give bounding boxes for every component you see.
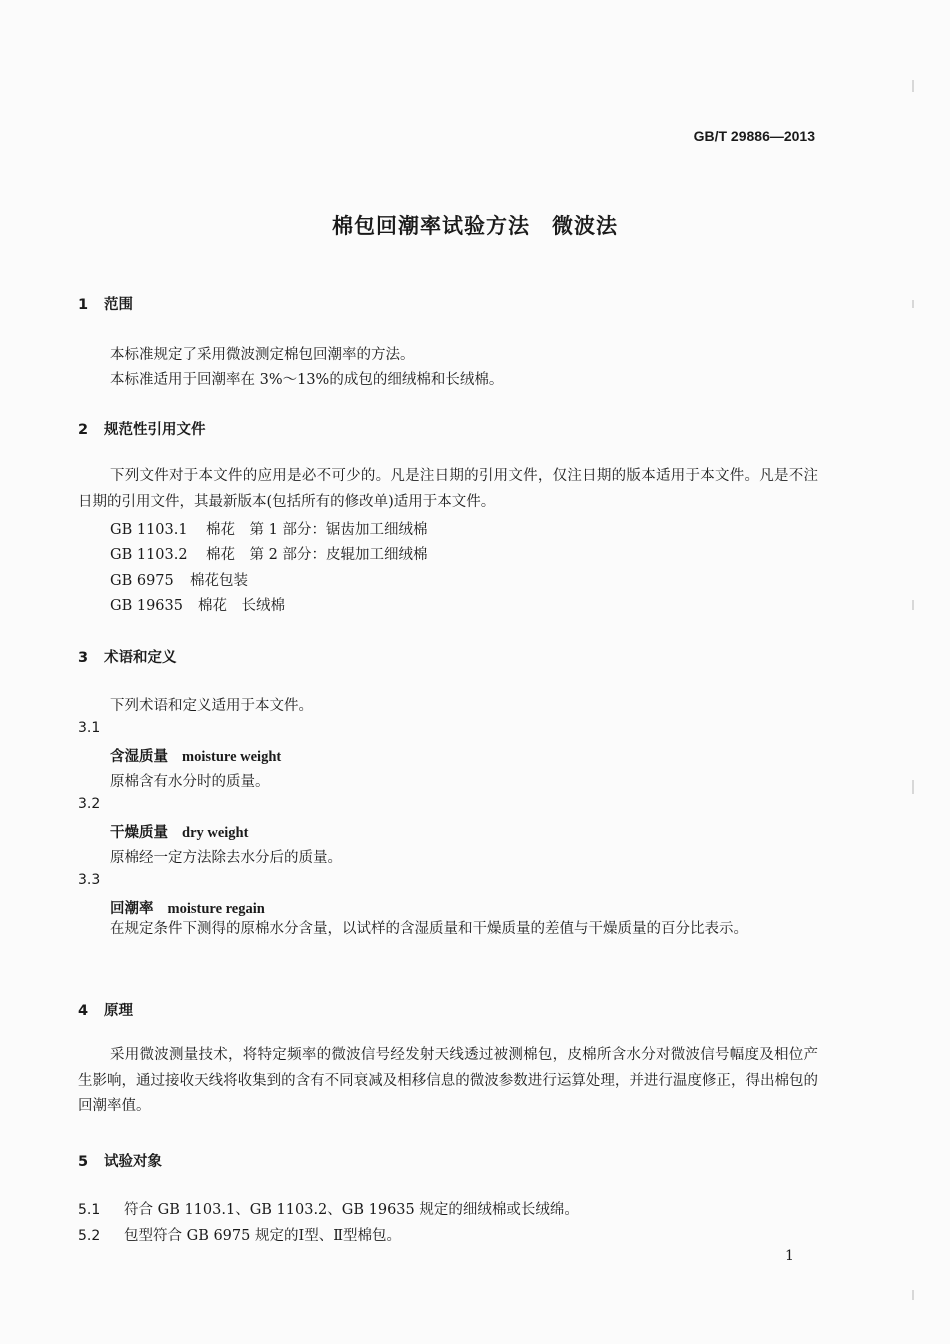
term-name (110, 897, 265, 918)
item-number: 5.2 (78, 1228, 101, 1244)
term-number: 3.2 (78, 796, 101, 812)
reference-code: GB 1103.2 (110, 547, 188, 563)
term-number: 3.1 (78, 720, 101, 736)
term-number: 3.3 (78, 872, 101, 888)
item-number: 5.1 (78, 1202, 101, 1218)
term-en: moisture regain (167, 901, 265, 917)
reference-item (110, 569, 248, 590)
term-definition: 原棉经一定方法除去水分后的质量。 (110, 850, 342, 866)
section-4-heading (78, 999, 133, 1020)
section-number: 4 (78, 1003, 89, 1019)
section-number: 5 (78, 1154, 89, 1170)
term-name (110, 821, 248, 842)
section-number: 2 (78, 422, 89, 438)
reference-item (110, 594, 285, 615)
term-name (110, 745, 281, 766)
reference-code: GB 1103.1 (110, 522, 188, 538)
reference-item (110, 518, 427, 539)
scan-mark (912, 1290, 914, 1300)
section-2-heading (78, 418, 206, 439)
paragraph: 采用微波测量技术，将特定频率的微波信号经发射天线透过被测棉包，皮棉所含水分对微波信号幅度及相位产生影响，通过接收天线将收集到的含有不同衰减及相移信息的微波参数进行运算处理，并进行温度修正，得出棉包的回潮率值。 (78, 1047, 818, 1114)
section-title: 规范性引用文件 (104, 422, 206, 438)
term-definition: 原棉含有水分时的质量。 (110, 774, 270, 790)
reference-code: GB 19635 (110, 598, 183, 614)
section-number: 3 (78, 650, 89, 666)
reference-title: 棉花 长绒棉 (198, 598, 285, 614)
reference-code: GB 6975 (110, 573, 174, 589)
paragraph: 下列术语和定义适用于本文件。 (110, 698, 313, 714)
item-text: 包型符合 GB 6975 规定的Ⅰ型、Ⅱ型棉包。 (124, 1228, 402, 1244)
reference-title: 棉花 第 2 部分：皮辊加工细绒棉 (206, 547, 428, 563)
paragraph: 下列文件对于本文件的应用是必不可少的。凡是注日期的引用文件，仅注日期的版本适用于本文件。凡是不注日期的引用文件，其最新版本(包括所有的修改单)适用于本文件。 (78, 468, 818, 510)
term-zh: 含湿质量 (110, 749, 168, 765)
reference-title: 棉花 第 1 部分：锯齿加工细绒棉 (206, 522, 428, 538)
standard-number: GB/T 29886—2013 (693, 128, 815, 144)
paragraph: 本标准规定了采用微波测定棉包回潮率的方法。 (110, 347, 415, 363)
paragraph: 本标准适用于回潮率在 3%～13%的成包的细绒棉和长绒棉。 (110, 372, 504, 388)
term-zh: 回潮率 (110, 901, 154, 917)
section-title: 术语和定义 (104, 650, 177, 666)
scan-mark (912, 600, 914, 610)
term-en: dry weight (182, 825, 249, 841)
term-definition: 在规定条件下测得的原棉水分含量，以试样的含湿质量和干燥质量的差值与干燥质量的百分比表示。 (110, 921, 748, 937)
section-title: 范围 (104, 297, 133, 313)
section-title: 原理 (104, 1003, 133, 1019)
scan-mark (912, 780, 914, 794)
document-title: 棉包回潮率试验方法 微波法 (332, 214, 618, 238)
section-3-heading (78, 646, 177, 667)
section-1-heading (78, 293, 133, 314)
section-title: 试验对象 (104, 1154, 162, 1170)
section-number: 1 (78, 297, 89, 313)
reference-item (110, 543, 427, 564)
item-text: 符合 GB 1103.1、GB 1103.2、GB 19635 规定的细绒棉或长绒绵。 (124, 1202, 579, 1218)
scan-mark (912, 300, 914, 308)
reference-title: 棉花包装 (190, 573, 248, 589)
list-item (78, 1198, 579, 1219)
term-en: moisture weight (182, 749, 282, 765)
page-number: 1 (785, 1248, 794, 1264)
list-item (78, 1224, 401, 1245)
term-zh: 干燥质量 (110, 825, 168, 841)
section-5-heading (78, 1150, 162, 1171)
scan-mark (912, 80, 914, 92)
